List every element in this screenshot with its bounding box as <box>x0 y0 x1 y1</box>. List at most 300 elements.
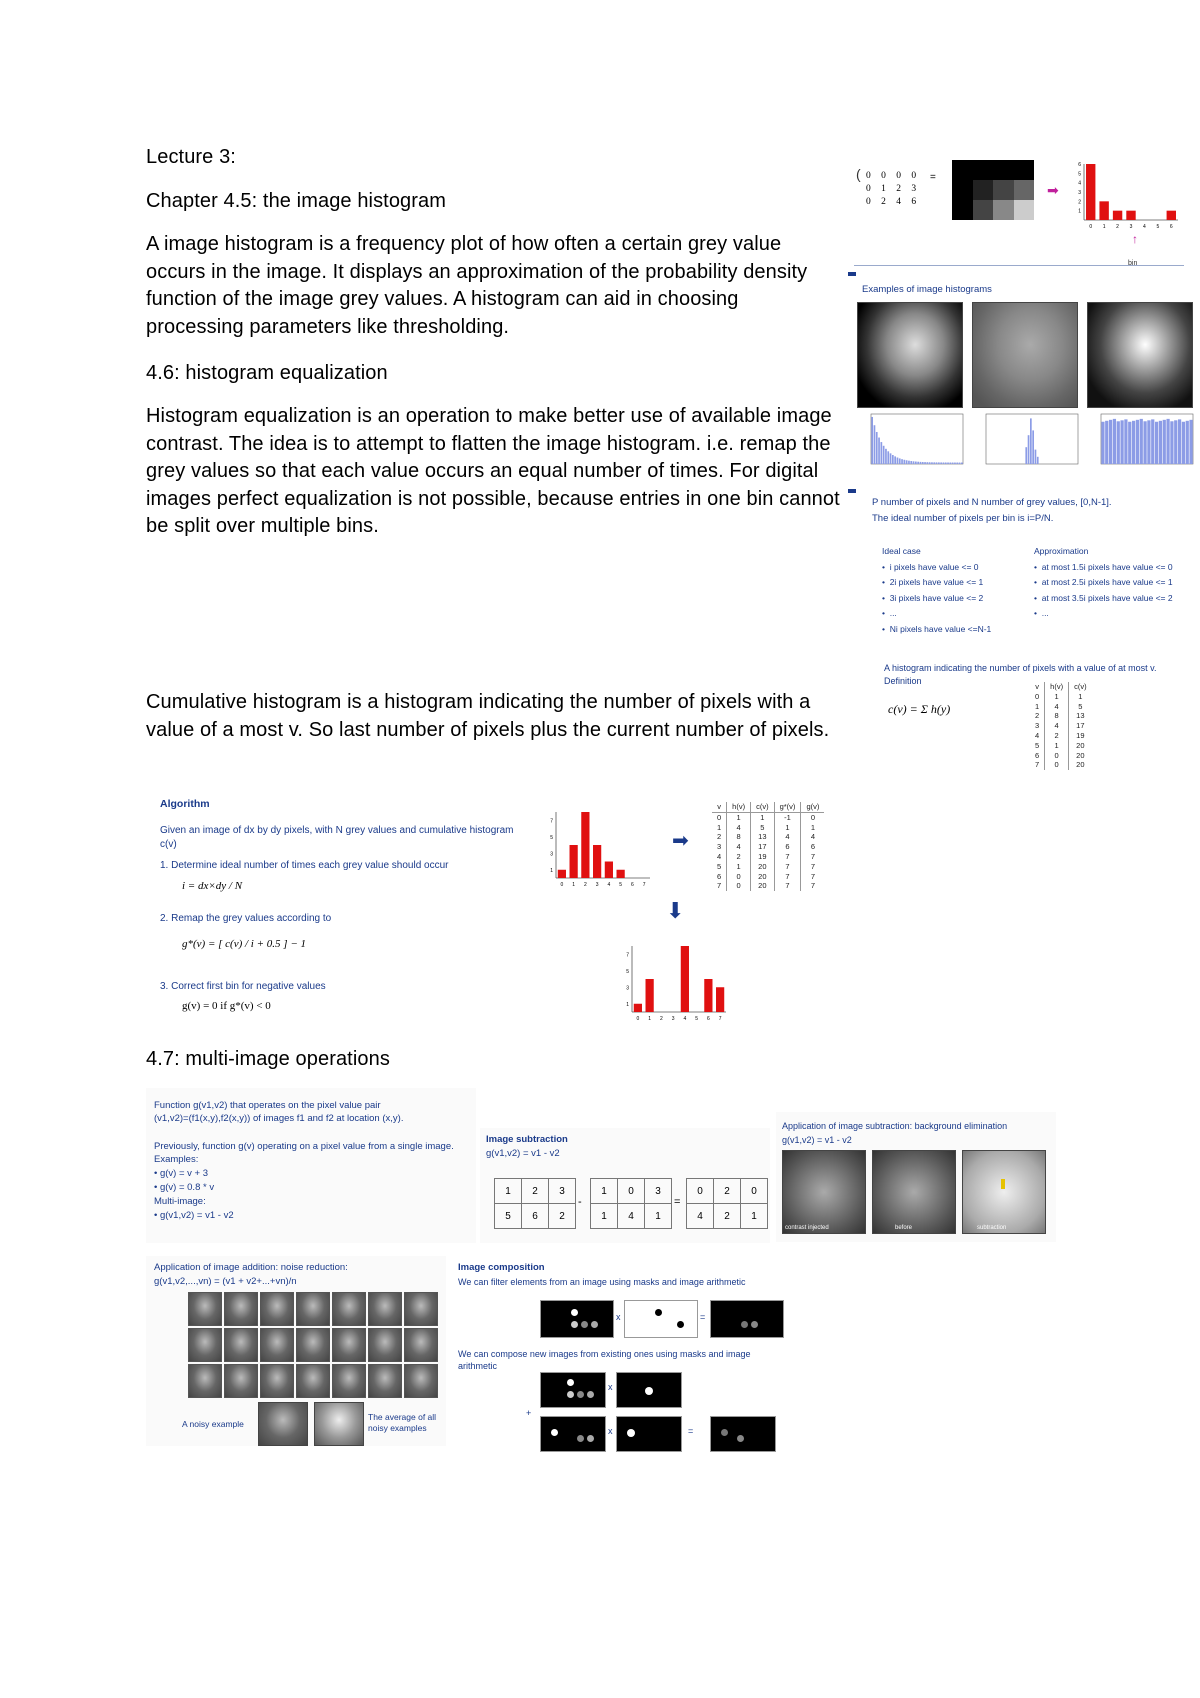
table-row <box>712 872 824 882</box>
tick-label: 3 <box>1078 190 1081 196</box>
table-cell: 3 <box>717 842 722 852</box>
table-cell: 7 <box>717 881 722 891</box>
brain-image-equalized <box>1087 302 1193 408</box>
histogram-bar <box>1128 422 1131 464</box>
histogram-bar <box>876 432 878 464</box>
table-header: h(v) <box>1045 682 1069 692</box>
histogram-bar <box>874 425 876 464</box>
cumulative-paragraph: Cumulative histogram is a histogram indicating the number of pixels with a value of a most v. So last number of pixels plus the current number of pixels. <box>146 691 830 741</box>
example-item: • g(v) = 0.8 * v <box>154 1182 215 1193</box>
matrix-bracket-left: ( <box>856 166 861 182</box>
matrix-row: 0 1 2 3 <box>866 184 921 194</box>
table-cell: 0 <box>801 812 824 822</box>
example-item: • g(v1,v2) = v1 - v2 <box>154 1210 234 1221</box>
tick-label: 3 <box>550 851 553 858</box>
table-row <box>1030 702 1092 712</box>
step2-equation: g*(v) = [ c(v) / i + 0.5 ] − 1 <box>182 938 306 950</box>
histogram-bar <box>883 446 885 464</box>
table-row <box>1030 721 1092 731</box>
histogram-bar <box>570 845 578 878</box>
histogram-bar <box>1099 201 1108 220</box>
histogram-bar <box>892 455 894 464</box>
tick-label: 5 <box>1078 171 1081 178</box>
table-row <box>712 881 824 891</box>
histogram-bar <box>1028 435 1030 464</box>
table-cell: 6 <box>801 842 824 852</box>
table-cell: 0 <box>717 812 722 822</box>
tick-label: 2 <box>583 882 587 888</box>
compose-source-image-2 <box>540 1416 606 1452</box>
histogram-bar <box>910 461 912 464</box>
cumulative-formula: c(v) = Σ h(y) <box>888 702 951 716</box>
figure-image-subtraction <box>480 1128 770 1243</box>
tick-label: 6 <box>630 882 634 888</box>
ideal-item: • i pixels have value <= 0 <box>882 561 979 572</box>
approx-item: • at most 1.5i pixels have value <= 0 <box>1034 561 1173 572</box>
table-row <box>712 812 824 822</box>
histogram-bar <box>933 462 935 464</box>
tick-label: 5 <box>619 882 623 888</box>
examples-label: Examples: <box>154 1154 199 1165</box>
noisy-brain-thumbnail <box>368 1328 402 1362</box>
tick-label: 4 <box>607 882 611 888</box>
histogram-bar <box>605 862 613 879</box>
tick-label: 3 <box>1129 224 1133 230</box>
noisy-brain-thumbnail <box>296 1292 330 1326</box>
histogram-bar <box>1163 420 1166 464</box>
table-row <box>1030 711 1092 721</box>
table-cell: 1 <box>751 812 775 822</box>
table-header: c(v) <box>1069 682 1092 692</box>
plot-frame <box>871 414 963 464</box>
table-cell: 0 <box>1035 691 1040 701</box>
compose-mask-image-2 <box>616 1416 682 1452</box>
table-cell: 0 <box>727 872 751 882</box>
figure-histogram-examples <box>848 272 1193 812</box>
step3-equation: g(v) = 0 if g*(v) < 0 <box>182 1000 271 1012</box>
equals-sign: = <box>674 1196 681 1208</box>
matrix-row: 0 0 0 0 <box>866 171 921 181</box>
table-cell: 4 <box>801 832 824 842</box>
average-label: The average of all noisy examples <box>368 1412 437 1433</box>
table-row <box>712 842 824 852</box>
table-cell: 1 <box>1069 692 1092 702</box>
arrow-down-icon: ⬇ <box>666 898 685 923</box>
noise-title: Application of image addition: noise reduction: <box>154 1262 348 1273</box>
noisy-brain-thumbnail <box>296 1364 330 1398</box>
mask-image <box>624 1300 698 1338</box>
tick-label: 2 <box>1116 224 1119 230</box>
histogram-bar <box>908 461 910 464</box>
histogram-bar <box>931 462 933 464</box>
approximation-list <box>1034 544 1173 622</box>
matrix-row: 0 2 4 6 <box>866 197 921 207</box>
histogram-bar <box>1032 430 1034 464</box>
angiogram-subtraction-image: subtraction <box>962 1150 1046 1234</box>
table-cell: 6 <box>1035 750 1040 760</box>
noisy-brain-thumbnail <box>332 1292 366 1326</box>
histogram-bar <box>956 463 958 464</box>
histogram-bar <box>927 462 929 464</box>
angiogram-before-image: before <box>872 1150 956 1234</box>
function-line3: Previously, function g(v) operating on a pixel value from a single image. <box>154 1141 454 1152</box>
histogram-bar <box>920 462 922 464</box>
histogram-bar <box>961 463 963 464</box>
ideal-item: • ... <box>882 608 897 618</box>
tick-label: 3 <box>595 882 599 888</box>
histogram-bar <box>878 438 880 464</box>
tick-label: 1 <box>1102 224 1106 230</box>
figure-equalization-algorithm <box>152 790 852 1030</box>
table-cell: 5 <box>1035 740 1040 750</box>
histogram-bar <box>1147 420 1150 464</box>
ideal-item: • 2i pixels have value <= 1 <box>882 577 984 587</box>
histogram-bar <box>1167 211 1176 220</box>
arrow-right-icon: ➡ <box>672 830 689 852</box>
angiogram-contrast-image: contrast injected <box>782 1150 866 1234</box>
table-cell: 2 <box>1045 731 1069 741</box>
table-cell: 7 <box>801 852 824 862</box>
histogram-bar <box>952 463 954 464</box>
histogram-bar <box>1140 419 1143 464</box>
source-image <box>540 1300 614 1338</box>
compose-source-image <box>540 1372 606 1408</box>
table-header: v <box>712 802 727 812</box>
histogram-paragraph: A image histogram is a frequency plot of how often a certain grey value occurs in the image. It displays an approximation of the probability density function of the image grey values. A histogram can aid in choosing processing parameters like thresholding. <box>146 233 808 338</box>
step1-equation: i = dx×dy / N <box>182 880 243 892</box>
histogram-chart-1 <box>857 412 967 474</box>
noisy-brain-thumbnail <box>188 1364 222 1398</box>
noisy-brain-thumbnail <box>296 1328 330 1362</box>
histogram-bar <box>1186 421 1189 464</box>
table-cell: 4 <box>1045 702 1069 712</box>
histogram-bar <box>1120 420 1123 464</box>
application-title: Application of image subtraction: background elimination <box>782 1121 1008 1131</box>
table-row <box>712 862 824 872</box>
table-row <box>1030 692 1092 702</box>
tick-label: 7 <box>550 818 553 825</box>
histogram-bar <box>1124 419 1127 464</box>
histogram-bar <box>634 1004 642 1012</box>
histogram-bar <box>1174 420 1177 464</box>
histogram-bar <box>1113 419 1116 464</box>
histogram-bar <box>904 460 906 464</box>
multi-image-label: Multi-image: <box>154 1196 206 1207</box>
composition-filter-text: We can filter elements from an image using masks and image arithmetic <box>458 1277 746 1287</box>
ideal-item: • 3i pixels have value <= 2 <box>882 592 984 603</box>
table-cell: 1 <box>1035 701 1040 711</box>
application-equation: g(v1,v2) = v1 - v2 <box>782 1135 852 1145</box>
table-cell: 1 <box>1045 692 1069 702</box>
histogram-bar <box>871 417 873 464</box>
histogram-bar <box>617 870 625 878</box>
histogram-bar <box>1136 420 1139 464</box>
algorithm-step2: 2. Remap the grey values according to <box>160 913 332 924</box>
histogram-bar <box>954 463 956 464</box>
matrix-b: 1 0 3 1 4 1 <box>590 1178 672 1229</box>
figure-matrix-histogram <box>854 160 1184 272</box>
tick-label: 4 <box>1078 180 1081 187</box>
multiply-sign: x <box>616 1312 621 1322</box>
table-row <box>1030 751 1092 761</box>
multiply-sign: x <box>608 1426 613 1436</box>
tick-label: 5 <box>1156 224 1160 230</box>
grey-image-preview <box>952 160 1034 220</box>
histogram-bar <box>1025 447 1027 464</box>
table-cell: 5 <box>1069 702 1092 712</box>
filtered-result-image <box>710 1300 784 1338</box>
tick-label: 7 <box>718 1016 722 1022</box>
table-row <box>1030 741 1092 751</box>
noisy-brain-thumbnail <box>332 1364 366 1398</box>
histogram-bar <box>913 461 915 464</box>
table-cell: 20 <box>1069 751 1092 761</box>
table-cell: 0 <box>727 881 751 891</box>
histogram-bar <box>558 870 566 878</box>
table-header: g*(v) <box>774 802 801 812</box>
compose-mask-image <box>616 1372 682 1408</box>
histogram-bar <box>947 462 949 464</box>
table-row <box>1030 731 1092 741</box>
histogram-bar <box>917 462 919 464</box>
tick-label: 7 <box>626 952 629 959</box>
noisy-brain-thumbnail <box>404 1292 438 1326</box>
histogram-bar <box>581 812 589 878</box>
table-cell: 5 <box>717 861 722 871</box>
table-cell: 7 <box>801 872 824 882</box>
histogram-bar <box>887 451 889 464</box>
arrow-right-icon: ➡ <box>1047 182 1059 198</box>
noisy-brain-thumbnail <box>368 1292 402 1326</box>
equalization-table <box>712 802 824 891</box>
histogram-bar <box>929 462 931 464</box>
histogram-bar <box>1105 421 1108 464</box>
table-cell: 19 <box>1069 731 1092 741</box>
table-cell: 7 <box>801 881 824 891</box>
brain-image-high-contrast <box>857 302 963 408</box>
divider <box>854 265 1184 266</box>
table-cell: 2 <box>717 832 722 842</box>
tick-label: 1 <box>626 1001 629 1008</box>
noisy-brain-thumbnail <box>260 1292 294 1326</box>
minus-sign: - <box>578 1196 582 1208</box>
histogram-bar <box>1126 211 1135 220</box>
histogram-bar <box>881 442 883 464</box>
tick-label: 1 <box>550 867 553 874</box>
lecture-heading: Lecture 3: <box>146 146 236 168</box>
table-row <box>712 823 824 833</box>
table-cell: 7 <box>774 852 801 862</box>
histogram-after-chart <box>620 942 730 1022</box>
histogram-bar <box>1086 164 1095 220</box>
table-cell: 0 <box>1045 751 1069 761</box>
figure-noise-reduction <box>146 1256 446 1446</box>
tick-label: 5 <box>626 968 629 975</box>
histogram-before-chart <box>544 808 654 888</box>
matrix-a: 1 2 3 5 6 2 <box>494 1178 576 1229</box>
algorithm-step1: 1. Determine ideal number of times each grey value should occur <box>160 860 449 871</box>
table-cell: 8 <box>727 832 751 842</box>
tick-label: 0 <box>636 1016 640 1022</box>
table-cell: 7 <box>774 881 801 891</box>
tick-label: 6 <box>706 1016 710 1022</box>
tick-label: 1 <box>572 882 576 888</box>
histogram-bar <box>716 987 724 1012</box>
approx-item: • at most 2.5i pixels have value <= 1 <box>1034 577 1173 587</box>
histogram-bar <box>1189 420 1192 464</box>
table-cell: 2 <box>1035 711 1040 721</box>
plot-frame <box>986 414 1078 464</box>
noisy-brain-thumbnail <box>224 1292 258 1326</box>
noisy-brain-thumbnail <box>404 1364 438 1398</box>
tick-label: 7 <box>642 882 646 888</box>
tick-label: 1 <box>1078 208 1081 215</box>
equalization-heading: 4.6: histogram equalization <box>146 362 388 384</box>
noisy-brain-thumbnail <box>188 1292 222 1326</box>
cumulative-table <box>1030 682 1092 770</box>
highlight-marker <box>1001 1179 1005 1189</box>
histogram-bar <box>945 462 947 464</box>
noisy-brain-thumbnail <box>368 1364 402 1398</box>
noisy-brain-thumbnail <box>332 1328 366 1362</box>
figure-multi-image-function <box>146 1088 476 1243</box>
noisy-example-label: A noisy example <box>182 1419 244 1429</box>
histogram-bar <box>646 979 654 1012</box>
noise-equation: g(v1,v2,...,vn) = (v1 + v2+...+vn)/n <box>154 1276 297 1287</box>
histogram-bar <box>950 463 952 464</box>
histogram-bar <box>1155 422 1158 464</box>
chapter-heading: Chapter 4.5: the image histogram <box>146 190 447 212</box>
table-cell: 7 <box>1035 760 1040 770</box>
histogram-bar <box>1166 419 1169 464</box>
table-cell: 1 <box>1045 741 1069 751</box>
table-cell: 1 <box>801 823 824 833</box>
ideal-item: • Ni pixels have value <=N-1 <box>882 623 992 634</box>
algorithm-step3: 3. Correct first bin for negative values <box>160 981 326 992</box>
tick-label: 3 <box>626 985 629 992</box>
table-cell: 20 <box>751 881 775 891</box>
arrow-up-icon: ↑ <box>1132 232 1138 246</box>
table-cell: 19 <box>751 852 775 862</box>
equals-sign: = <box>700 1312 706 1322</box>
table-cell: 7 <box>774 862 801 872</box>
table-cell: 4 <box>1035 730 1040 740</box>
histogram-bar <box>1037 457 1039 464</box>
histogram-bar <box>897 458 899 464</box>
approx-item: • at most 3.5i pixels have value <= 2 <box>1034 592 1173 603</box>
table-header: c(v) <box>751 802 775 812</box>
function-line2: (v1,v2)=(f1(x,y),f2(x,y)) of images f1 and f2 at location (x,y). <box>154 1113 404 1124</box>
table-cell: 6 <box>717 871 722 881</box>
table-cell: 17 <box>1069 721 1092 731</box>
table-cell: 17 <box>751 842 775 852</box>
histogram-bar <box>1159 421 1162 464</box>
table-cell: 13 <box>1069 711 1092 721</box>
noisy-brain-thumbnail <box>260 1328 294 1362</box>
noisy-brain-thumbnail <box>404 1328 438 1362</box>
table-cell: 20 <box>1069 741 1092 751</box>
noisy-brain-thumbnail <box>188 1328 222 1362</box>
histogram-bar <box>890 453 892 464</box>
algorithm-intro: Given an image of dx by dy pixels, with N grey values and cumulative histogram c(v) <box>160 825 514 850</box>
multiply-sign: x <box>608 1382 613 1392</box>
table-cell: 1 <box>774 823 801 833</box>
figure-image-composition <box>452 1256 792 1456</box>
table-cell: 5 <box>751 823 775 833</box>
histogram-bar <box>681 946 689 1012</box>
histogram-bar <box>924 462 926 464</box>
table-cell: 6 <box>774 842 801 852</box>
histogram-bar <box>894 456 896 464</box>
tick-label: 0 <box>560 882 564 888</box>
histogram-chart-3 <box>1087 412 1197 474</box>
table-row <box>1030 760 1092 770</box>
algorithm-title: Algorithm <box>160 798 210 810</box>
table-cell: 2 <box>727 852 751 862</box>
histogram-bar <box>1109 420 1112 464</box>
equals-sign: = <box>688 1426 694 1436</box>
histogram-bar <box>940 462 942 464</box>
noisy-brain-thumbnail <box>224 1364 258 1398</box>
tick-label: 2 <box>659 1016 663 1022</box>
histogram-bar <box>1101 422 1104 464</box>
slide-marker <box>848 489 856 493</box>
function-line1: Function g(v1,v2) that operates on the pixel value pair <box>154 1100 381 1111</box>
noisy-image-grid <box>188 1292 438 1398</box>
table-cell: 20 <box>751 872 775 882</box>
table-cell: 4 <box>727 823 751 833</box>
table-cell: 7 <box>774 872 801 882</box>
table-cell: 20 <box>1069 760 1092 770</box>
table-cell: 4 <box>717 851 722 861</box>
histogram-bar <box>906 460 908 464</box>
bin-label: bin <box>1128 260 1138 267</box>
slide-marker <box>848 272 856 276</box>
tick-label: 4 <box>683 1016 687 1022</box>
approx-title: Approximation <box>1034 546 1089 556</box>
tick-label: 6 <box>1078 162 1081 168</box>
examples-title: Examples of image histograms <box>862 284 992 295</box>
composed-result-image <box>710 1416 776 1452</box>
composition-compose-text: We can compose new images from existing ones using masks and image arithmetic <box>458 1349 751 1371</box>
histogram-bar <box>959 463 961 464</box>
table-header: v <box>1035 682 1039 691</box>
histogram-bar <box>899 458 901 464</box>
matrix-result: 0 2 0 4 2 1 <box>686 1178 768 1229</box>
table-cell: 1 <box>727 812 751 822</box>
brain-image-low-contrast <box>972 302 1078 408</box>
table-cell: 4 <box>727 842 751 852</box>
histogram-bar <box>1170 421 1173 464</box>
histogram-bar <box>704 979 712 1012</box>
histogram-bar <box>1178 419 1181 464</box>
histogram-bar <box>1143 421 1146 464</box>
composition-title: Image composition <box>458 1262 545 1273</box>
table-cell: 4 <box>1045 721 1069 731</box>
approx-item: • ... <box>1034 608 1049 618</box>
table-cell: -1 <box>774 812 801 822</box>
pixel-matrix <box>866 170 920 209</box>
multi-image-heading: 4.7: multi-image operations <box>146 1048 390 1070</box>
table-header: h(v) <box>727 802 751 812</box>
histogram-chart-2 <box>972 412 1082 474</box>
table-cell: 7 <box>801 862 824 872</box>
table-cell: 1 <box>717 822 722 832</box>
definition-label: Definition <box>884 676 922 686</box>
histogram-bar <box>885 449 887 464</box>
tick-label: 4 <box>1143 224 1146 230</box>
example-item: • g(v) = v + 3 <box>154 1168 209 1179</box>
